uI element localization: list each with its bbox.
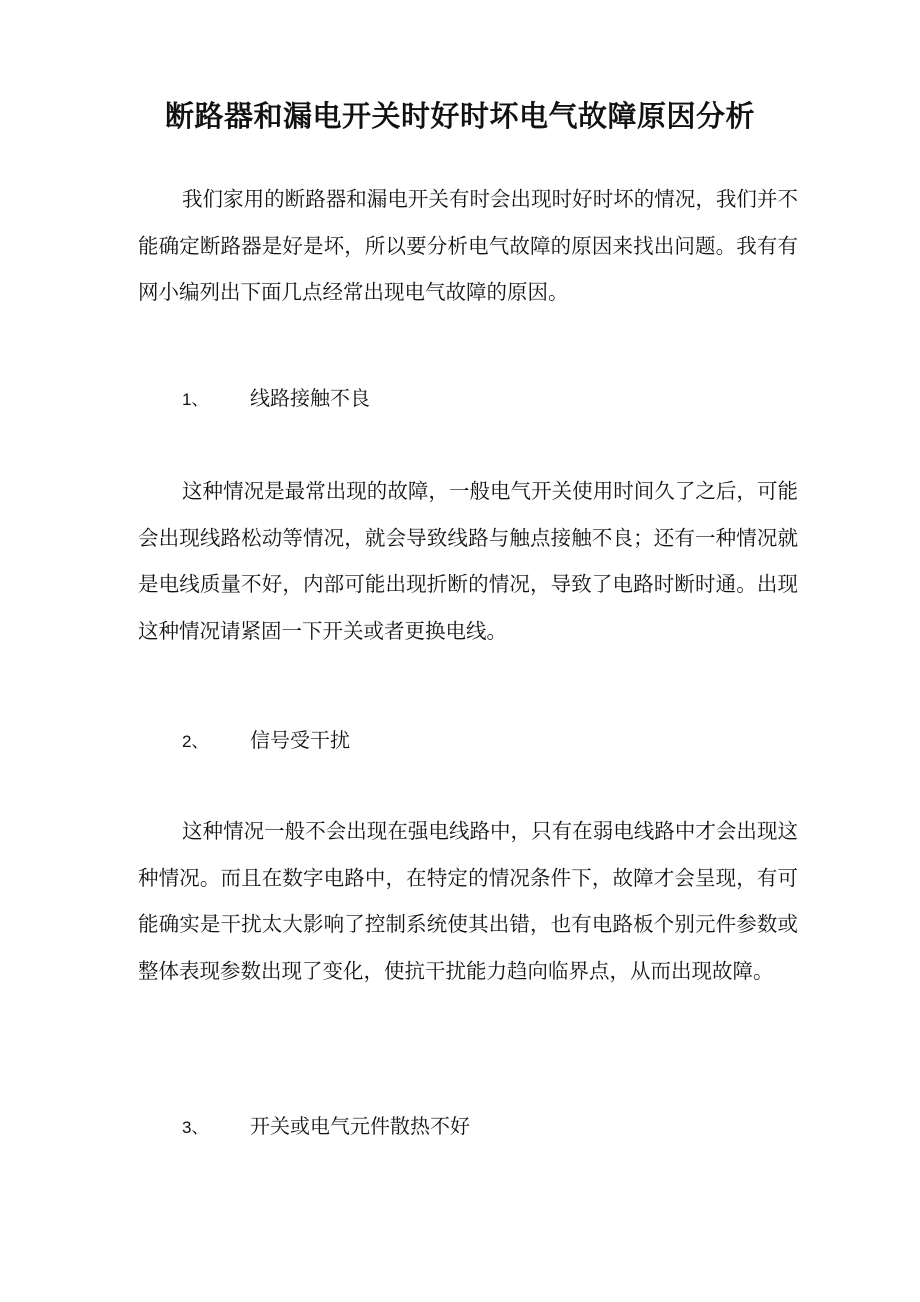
section-body-2: 这种情况一般不会出现在强电线路中，只有在弱电线路中才会出现这种情况。而且在数字电路中，在特定的情况条件下，故障才会呈现，有可能确实是干扰太大影响了控制系统使其出错，也有电路板个别元件参数或整体表现参数出现了变化，使抗干扰能力趋向临界点，从而出现故障。	[138, 819, 798, 983]
section-heading-1	[182, 383, 370, 415]
document-title: 断路器和漏电开关时好时坏电气故障原因分析	[164, 99, 755, 133]
intro-paragraph: 我们家用的断路器和漏电开关有时会出现时好时坏的情况，我们并不能确定断路器是好是坏，所以要分析电气故障的原因来找出问题。我有有网小编列出下面几点经常出现电气故障的原因。	[138, 187, 798, 304]
section-title: 线路接触不良	[250, 386, 370, 410]
section-body-1: 这种情况是最常出现的故障，一般电气开关使用时间久了之后，可能会出现线路松动等情况，就会导致线路与触点接触不良；还有一种情况就是电线质量不好，内部可能出现折断的情况，导致了电路时断时通。出现这种情况请紧固一下开关或者更换电线。	[138, 479, 798, 643]
section-title: 信号受干扰	[250, 728, 350, 752]
section-number: 2、	[182, 732, 209, 751]
section-heading-3	[182, 1111, 470, 1143]
section-heading-2	[182, 725, 350, 757]
section-number: 1、	[182, 390, 209, 409]
section-title: 开关或电气元件散热不好	[250, 1114, 470, 1138]
section-number: 3、	[182, 1118, 209, 1137]
